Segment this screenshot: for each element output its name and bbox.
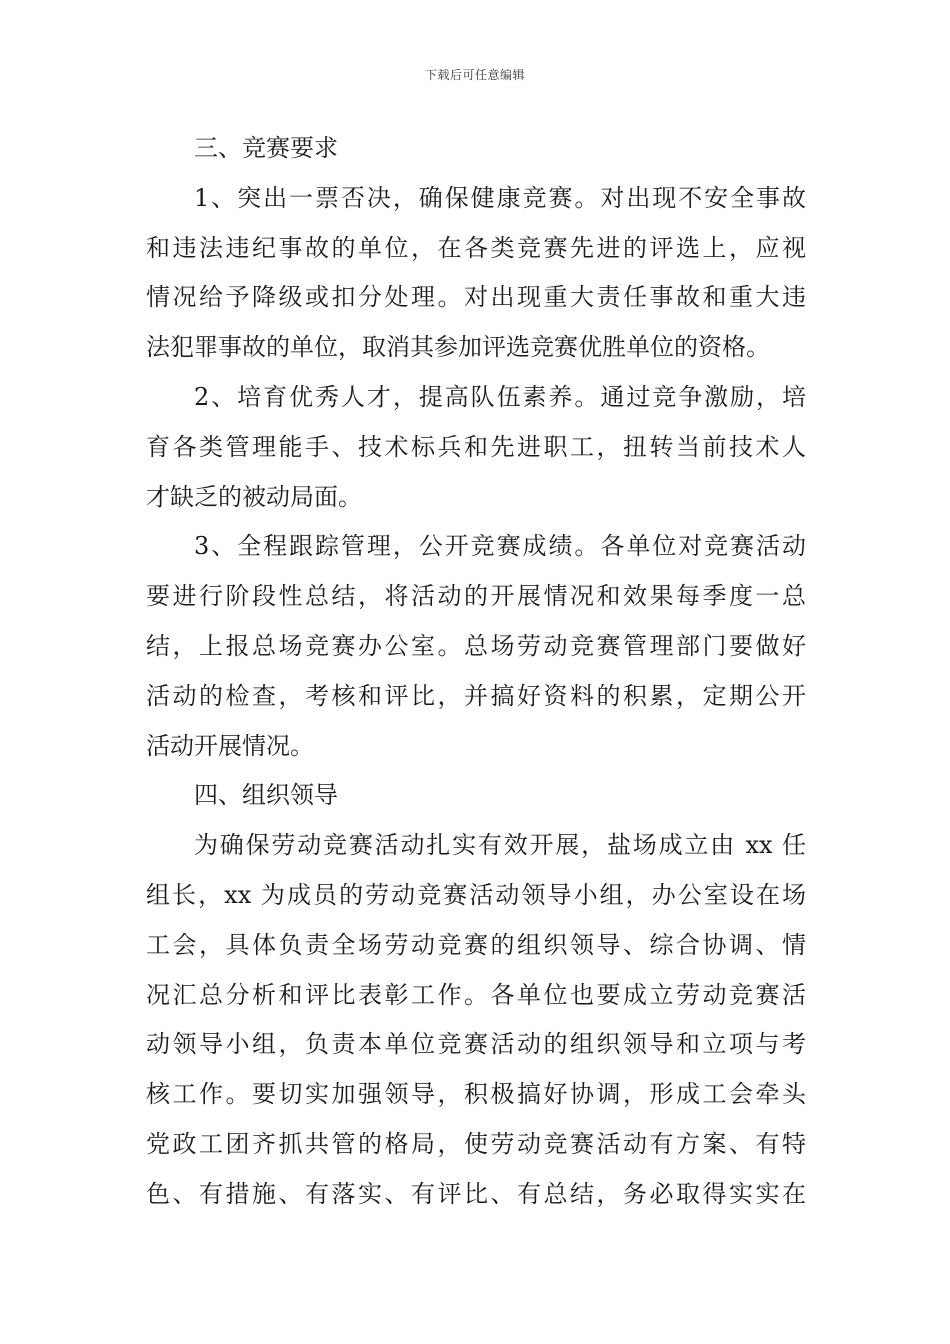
document-line: 党政工团齐抓共管的格局，使劳动竞赛活动有方案、有特 — [146, 1129, 806, 1158]
document-line: 活动的检查，考核和评比，并搞好资料的积累，定期公开 — [146, 681, 806, 710]
document-line: 要进行阶段性总结，将活动的开展情况和效果每季度一总 — [146, 582, 806, 611]
document-line: 法犯罪事故的单位，取消其参加评选竞赛优胜单位的资格。 — [146, 333, 770, 362]
document-line: 才缺乏的被动局面。 — [146, 482, 362, 511]
document-line: 情况给予降级或扣分处理。对出现重大责任事故和重大违 — [146, 283, 806, 312]
document-line: 色、有措施、有落实、有评比、有总结，务必取得实实在 — [146, 1179, 806, 1208]
document-line: 况汇总分析和评比表彰工作。各单位也要成立劳动竞赛活 — [146, 980, 806, 1009]
document-line: 和违法违纪事故的单位，在各类竞赛先进的评选上，应视 — [146, 233, 806, 262]
document-line: 动领导小组，负责本单位竞赛活动的组织领导和立项与考 — [146, 1030, 806, 1059]
document-line: 工会，具体负责全场劳动竞赛的组织领导、综合协调、情 — [146, 930, 806, 959]
document-line: 2、培育优秀人才，提高队伍素养。通过竞争激励，培 — [194, 382, 806, 411]
document-body — [146, 124, 806, 1220]
document-line: 育各类管理能手、技术标兵和先进职工，扭转当前技术人 — [146, 432, 806, 461]
document-line: 组长，xx 为成员的劳动竞赛活动领导小组，办公室设在场 — [146, 880, 806, 909]
document-line: 三、竞赛要求 — [194, 134, 338, 162]
document-line: 活动开展情况。 — [146, 731, 314, 760]
document-line: 四、组织领导 — [194, 781, 338, 810]
header-note: 下载后可任意编辑 — [424, 68, 525, 82]
document-line: 3、全程跟踪管理，公开竞赛成绩。各单位对竞赛活动 — [194, 532, 806, 561]
document-line: 为确保劳动竞赛活动扎实有效开展，盐场成立由 xx 任 — [194, 831, 806, 860]
document-line: 结，上报总场竞赛办公室。总场劳动竞赛管理部门要做好 — [146, 631, 806, 660]
document-line: 1、突出一票否决，确保健康竞赛。对出现不安全事故 — [194, 183, 806, 212]
document-line: 核工作。要切实加强领导，积极搞好协调，形成工会牵头 — [146, 1080, 806, 1109]
